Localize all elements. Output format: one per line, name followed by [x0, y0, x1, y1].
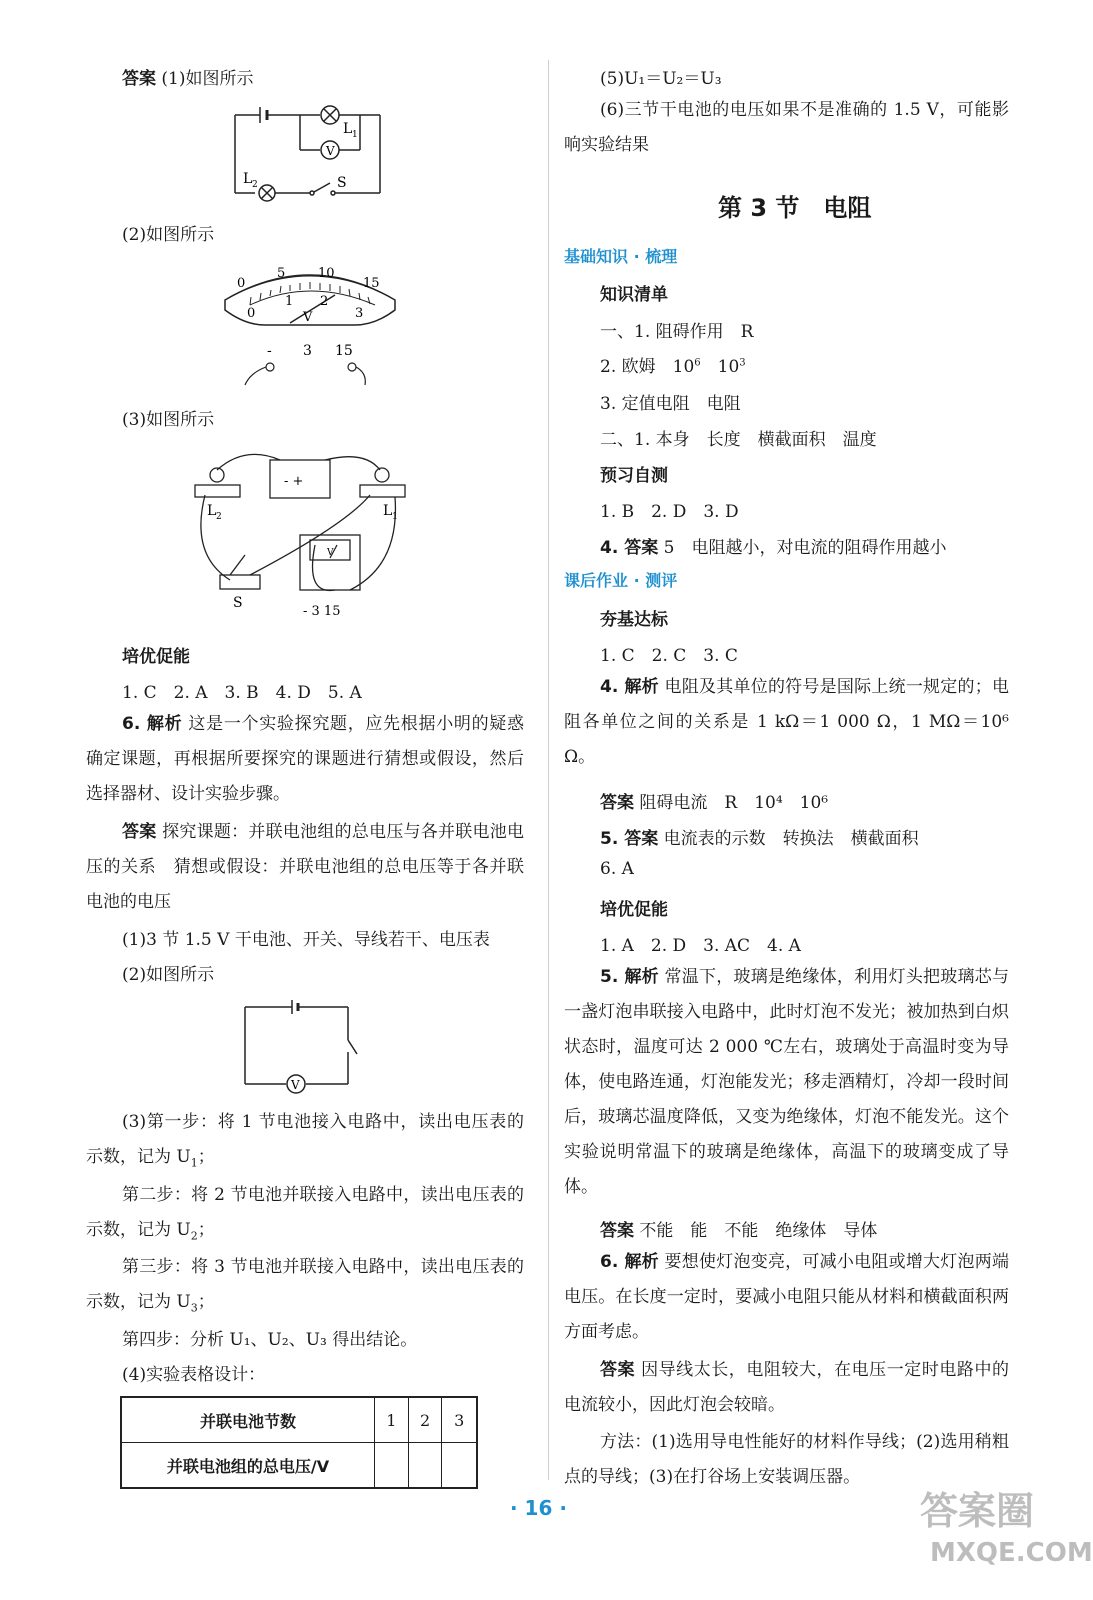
watermark-url: MXQE.COM — [930, 1538, 1093, 1568]
answer-text: 阻碍电流 R 10⁴ 10⁶ — [634, 793, 829, 813]
lamp-l2-label: L — [243, 171, 253, 187]
step-text: 第二步：将 2 节电池并联接入电路中，读出电压表的示数，记为 U — [86, 1185, 524, 1240]
answer-text: 不能 能 不能 绝缘体 导体 — [634, 1221, 878, 1241]
quiz-answers: 6. A — [600, 859, 634, 879]
table-intro: (4)实验表格设计： — [122, 1365, 266, 1385]
subscript: 2 — [190, 1229, 198, 1243]
knowledge-item: 3. 定值电阻 电阻 — [600, 394, 741, 414]
dial-top-tick: 10 — [318, 266, 335, 281]
answer-label: 5. 答案 — [600, 829, 659, 849]
py6-analysis — [564, 1245, 1009, 1350]
section-title: 第 3 节 电阻 — [718, 194, 872, 222]
dial-bottom-tick: 1 — [285, 294, 294, 309]
terminal-labels: - 3 15 — [303, 604, 341, 619]
step-end: ； — [197, 1292, 215, 1312]
dial-bottom-tick: 2 — [320, 294, 329, 309]
dj4-answer — [600, 788, 828, 813]
table-row — [121, 1397, 477, 1443]
py5-analysis — [564, 960, 1009, 1205]
dial-bottom-tick: 3 — [355, 306, 364, 321]
step-1 — [86, 1105, 524, 1180]
analysis-label: 6. 解析 — [600, 1252, 659, 1272]
knowledge-item: 二、1. 本身 长度 横截面积 温度 — [600, 430, 877, 450]
terminal-label: 15 — [335, 343, 353, 359]
analysis-text: 常温下，玻璃是绝缘体，利用灯头把玻璃芯与一盏灯泡串联接入电路中，此时灯泡不发光；被加热到白炽状态时，温度可达 2 000 ℃左右，玻璃处于高温时变为导体，使电路连通，灯泡能发光；移走酒精灯，冷却一段时间后，玻璃芯温度降低，又变为绝缘体，灯泡不能发光。这个实验说明常温下的玻璃是绝缘体，高温下的玻璃变成了导体。 — [564, 967, 1009, 1197]
answer-label: 答案 — [122, 822, 157, 842]
answer-label: 答案 — [600, 1221, 634, 1241]
py6-answer — [564, 1353, 1009, 1423]
voltmeter-label: V — [326, 144, 335, 158]
knowledge-text: 10 — [700, 357, 740, 377]
experiment-table — [120, 1396, 478, 1489]
switch-label: S — [337, 175, 347, 191]
exponent: 6 — [694, 357, 701, 369]
terminal-label: 3 — [303, 343, 312, 359]
subsection-heading: 夯基达标 — [600, 610, 668, 630]
dial-bottom-tick: 0 — [247, 306, 256, 321]
step-end: ； — [197, 1220, 215, 1240]
lamp-l1-sub: 1 — [392, 512, 398, 522]
knowledge-text: 2. 欧姆 10 — [600, 357, 695, 377]
analysis-label: 6. 解析 — [122, 714, 183, 734]
step-3 — [86, 1250, 524, 1325]
lamp-l2-label: L — [207, 503, 217, 519]
homework-heading: 课后作业 · 测评 — [564, 571, 678, 590]
circuit-figure-1 — [225, 95, 395, 205]
quiz-answers: 1. A 2. D 3. AC 4. A — [600, 936, 801, 956]
answer-1-line — [122, 64, 254, 89]
table-cell — [442, 1443, 477, 1489]
section-heading: 培优促能 — [122, 647, 190, 667]
answer-text: 电流表的示数 转换法 横截面积 — [658, 829, 919, 849]
circuit-figure-2 — [240, 992, 360, 1092]
answer-label: 答案 — [122, 69, 156, 89]
dial-top-tick: 0 — [237, 276, 246, 291]
page-number: · 16 · — [510, 1496, 567, 1520]
dial-top-tick: 15 — [363, 276, 380, 291]
knowledge-item: 一、1. 阻碍作用 R — [600, 322, 754, 342]
analysis-label: 4. 解析 — [600, 677, 659, 697]
table-cell — [408, 1443, 442, 1489]
materials-line: (1)3 节 1.5 V 干电池、开关、导线若干、电压表 — [122, 930, 490, 950]
lamp-l2-sub: 2 — [216, 512, 222, 522]
switch-label: S — [233, 595, 243, 611]
dial-unit: V — [303, 310, 313, 325]
step-text: 第三步：将 3 节电池并联接入电路中，读出电压表的示数，记为 U — [86, 1257, 524, 1312]
py5-answer — [600, 1216, 877, 1241]
dj5-answer — [600, 824, 919, 849]
answer-label: 答案 — [600, 793, 634, 813]
analysis-text: 要想使灯泡变亮，可减小电阻或增大灯泡两端电压。在长度一定时，要减小电阻只能从材料和横截面积两方面考虑。 — [564, 1252, 1009, 1342]
quiz-answer-4 — [600, 533, 946, 558]
q6-analysis — [86, 707, 524, 812]
table-header-cell: 并联电池组的总电压/V — [121, 1443, 375, 1489]
answer-label: 4. 答案 — [600, 538, 659, 558]
subsection-heading: 培优促能 — [600, 900, 668, 920]
lamp-l1-label: L — [383, 503, 393, 519]
column-divider — [548, 60, 549, 1480]
watermark-logo: 答案圈 — [920, 1489, 1035, 1533]
voltmeter-dial-figure — [215, 255, 405, 395]
subscript: 1 — [190, 1156, 198, 1170]
answer-5: (5)U₁＝U₂＝U₃ — [600, 69, 722, 89]
figure-ref-line: (2)如图所示 — [122, 965, 215, 985]
q6-answer — [86, 815, 524, 920]
physical-circuit-figure — [185, 445, 425, 625]
analysis-text: 电阻及其单位的符号是国际上统一规定的；电阻各单位之间的关系是 1 kΩ＝1 000 Ω，1 MΩ＝10⁶ Ω。 — [564, 677, 1009, 767]
subsection-heading: 知识清单 — [600, 285, 668, 305]
py6-method: 方法：(1)选用导电性能好的材料作导线；(2)选用稍粗点的导线；(3)在打谷场上安装调压器。 — [564, 1432, 1009, 1487]
mc-answers: 1. C 2. A 3. B 4. D 5. A — [122, 683, 362, 703]
answer-text: 探究课题：并联电池组的总电压与各并联电池电压的关系 猜想或假设：并联电池组的总电压等于各并联电池的电压 — [86, 822, 525, 912]
step-text: (3)第一步：将 1 节电池接入电路中，读出电压表的示数，记为 U — [86, 1112, 524, 1167]
table-cell: 2 — [408, 1397, 442, 1443]
table-header-cell: 并联电池节数 — [121, 1397, 375, 1443]
dial-top-tick: 5 — [277, 266, 286, 281]
subscript: 3 — [190, 1301, 198, 1315]
dj4-analysis — [564, 670, 1009, 775]
answer-1-text: (1)如图所示 — [161, 69, 254, 89]
table-cell: 1 — [375, 1397, 409, 1443]
answer-2-text: (2)如图所示 — [122, 225, 215, 245]
table-cell — [375, 1443, 409, 1489]
lamp-l1-sub: 1 — [352, 130, 358, 140]
table-row — [121, 1443, 477, 1489]
quiz-answers: 1. C 2. C 3. C — [600, 646, 738, 666]
step-4: 第四步：分析 U₁、U₂、U₃ 得出结论。 — [122, 1330, 418, 1350]
quiz-answers: 1. B 2. D 3. D — [600, 502, 739, 522]
lamp-l1-label: L — [343, 121, 353, 137]
voltmeter-label: V — [291, 1078, 300, 1092]
lamp-l2-sub: 2 — [252, 180, 258, 190]
answer-text: 因导线太长，电阻较大，在电压一定时电路中的电流较小，因此灯泡会较暗。 — [564, 1360, 1010, 1415]
exponent: 3 — [739, 357, 746, 369]
step-2 — [86, 1178, 524, 1253]
analysis-label: 5. 解析 — [600, 967, 659, 987]
answer-3-text: (3)如图所示 — [122, 410, 215, 430]
subsection-heading: 预习自测 — [600, 466, 668, 486]
answer-label: 答案 — [600, 1360, 636, 1380]
knowledge-item — [600, 352, 746, 377]
step-end: ； — [197, 1147, 215, 1167]
basic-knowledge-heading: 基础知识 · 梳理 — [564, 247, 678, 266]
table-cell: 3 — [442, 1397, 477, 1443]
terminal-label: - — [267, 343, 272, 359]
answer-text: 5 电阻越小，对电流的阻碍作用越小 — [658, 538, 947, 558]
answer-6: (6)三节干电池的电压如果不是准确的 1.5 V，可能影响实验结果 — [564, 100, 1009, 155]
battery-label: - + — [284, 474, 304, 489]
analysis-text: 这是一个实验探究题，应先根据小明的疑惑确定课题，再根据所要探究的课题进行猜想或假设，然后选择器材、设计实验步骤。 — [86, 714, 525, 804]
voltmeter-label: V — [327, 548, 334, 558]
